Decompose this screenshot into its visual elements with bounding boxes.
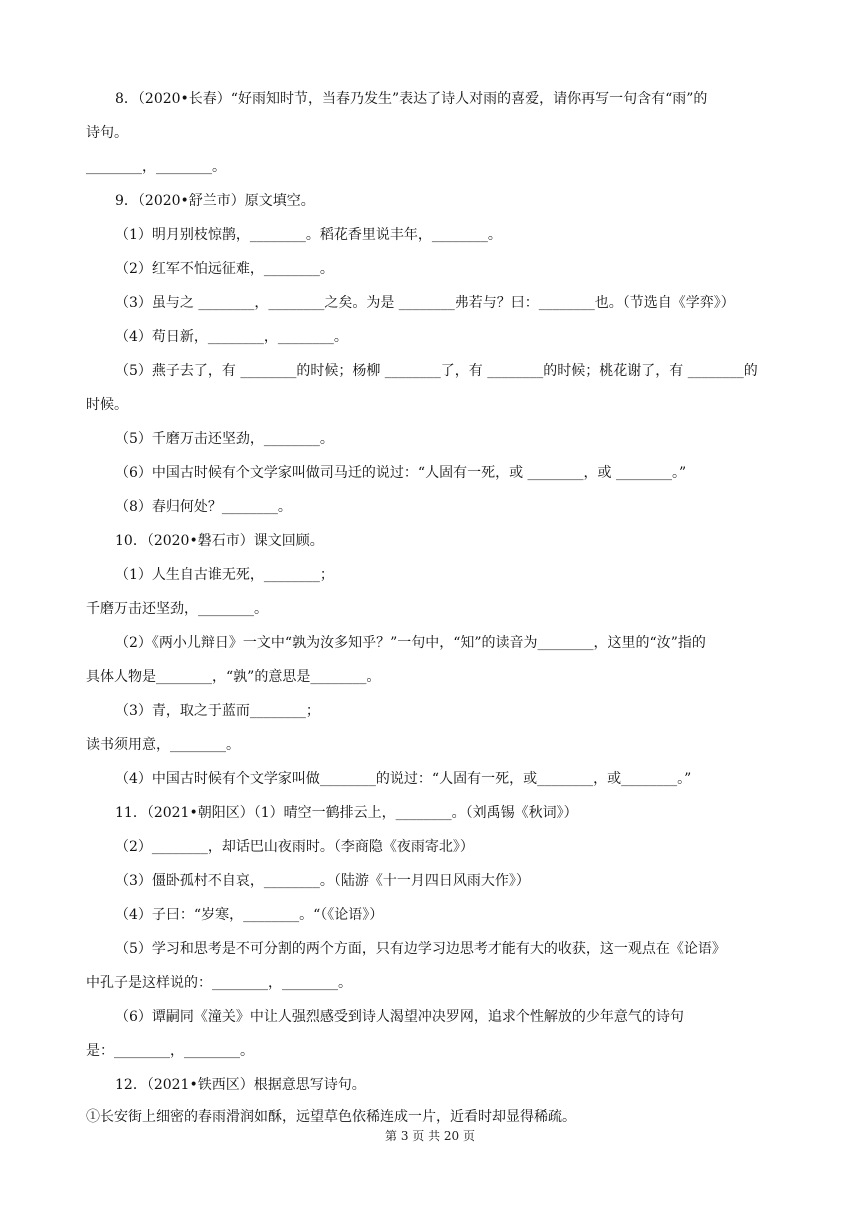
q11-item-5: （5）学习和思考是不可分割的两个方面，只有边学习边思考才能有大的收获，这一观点在《论语》 bbox=[115, 941, 726, 957]
page-footer: 第 3 页 共 20 页 bbox=[385, 1129, 475, 1143]
q10-item-3b: 读书须用意，________。 bbox=[86, 737, 240, 753]
q8-answer-blanks: ________，________。 bbox=[86, 159, 226, 175]
q10-item-1a: （1）人生自古谁无死，________； bbox=[115, 567, 334, 583]
q12-item-1: ①长安街上细密的春雨滑润如酥，远望草色依稀连成一片，近看时却显得稀疏。 bbox=[86, 1109, 576, 1125]
q10-item-2-cont: 具体人物是________，“孰”的意思是________。 bbox=[86, 669, 381, 685]
q11-item-4: （4）子曰：“岁寒，________。“（《论语》） bbox=[115, 907, 384, 923]
q9-item-1: （1）明月别枝惊鹊，________。稻花香里说丰年，________。 bbox=[115, 227, 502, 243]
q11-item-5-cont: 中孔子是这样说的：________，________。 bbox=[86, 975, 352, 991]
q9-item-3: （3）虽与之 ________，________之矣。为是 ________弗若与？曰：________也。（节选自《学弈》） bbox=[115, 295, 735, 311]
q8-line-1: 8．（2020•长春）“好雨知时节，当春乃发生”表达了诗人对雨的喜爱，请你再写一句含有“雨”的 bbox=[115, 91, 708, 107]
q10-item-4: （4）中国古时候有个文学家叫做________的说过：“人固有一死，或________，或________。” bbox=[115, 771, 692, 787]
q9-item-5a-cont: 时候。 bbox=[86, 397, 128, 413]
q10-item-1b: 千磨万击还坚劲，________。 bbox=[86, 601, 268, 617]
q10-item-2: （2）《两小儿辩日》一文中“孰为汝多知乎？”一句中，“知”的读音为________，这里的“汝”指的 bbox=[115, 635, 706, 651]
q9-item-5b: （5）千磨万击还坚劲，________。 bbox=[115, 431, 334, 447]
q9-title: 9．（2020•舒兰市）原文填空。 bbox=[115, 193, 315, 209]
q11-item-3: （3）僵卧孤村不自哀，________。（陆游《十一月四日风雨大作》） bbox=[115, 873, 530, 889]
q9-item-5a: （5）燕子去了，有 ________的时候；杨柳 ________了，有 ________的时候；桃花谢了，有 ________的 bbox=[115, 363, 758, 379]
q10-item-3a: （3）青，取之于蓝而________； bbox=[115, 703, 320, 719]
q9-item-8: （8）春归何处？________。 bbox=[115, 499, 292, 515]
q9-item-2: （2）红军不怕远征难，________。 bbox=[115, 261, 334, 277]
q11-item-6: （6）谭嗣同《潼关》中让人强烈感受到诗人渴望冲决罗网，追求个性解放的少年意气的诗句 bbox=[115, 1009, 684, 1025]
q12-title: 12．（2021•铁西区）根据意思写诗句。 bbox=[115, 1077, 366, 1093]
q8-line-2: 诗句。 bbox=[86, 125, 128, 141]
q11-item-6-cont: 是：________，________。 bbox=[86, 1043, 254, 1059]
q11-title: 11．（2021•朝阳区）（1）晴空一鹤排云上，________。（刘禹锡《秋词》） bbox=[115, 805, 578, 821]
q9-item-4: （4）苟日新，________，________。 bbox=[115, 329, 348, 345]
q9-item-6: （6）中国古时候有个文学家叫做司马迁的说过：“人固有一死，或 ________，或 ________。” bbox=[115, 465, 687, 481]
q10-title: 10．（2020•磐石市）课文回顾。 bbox=[115, 533, 324, 549]
q11-item-2: （2）________，却话巴山夜雨时。（李商隐《夜雨寄北》） bbox=[115, 839, 474, 855]
